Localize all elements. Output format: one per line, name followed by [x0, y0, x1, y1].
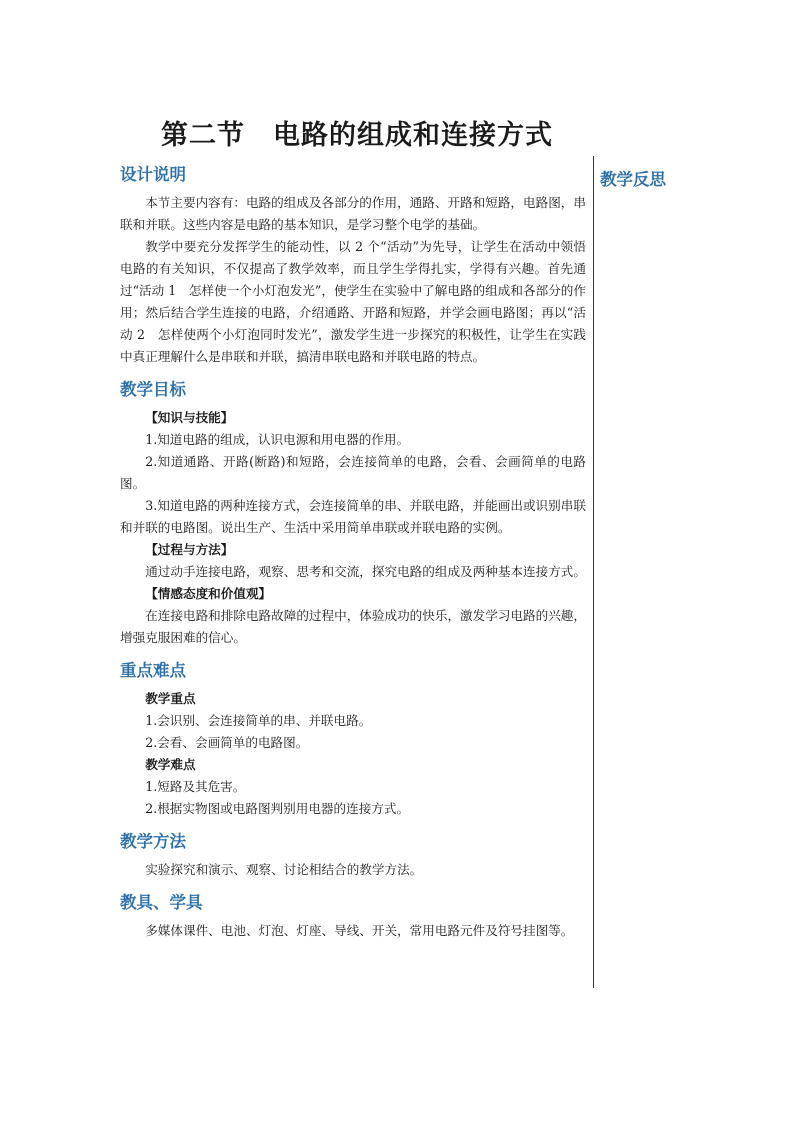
section-heading: 教具、学具 — [120, 893, 203, 912]
section-heading: 教学方法 — [120, 832, 186, 851]
paragraph: 教学中要充分发挥学生的能动性，以 2 个“活动”为先导，让学生在活动中领悟电路的有关知识，不仅提高了教学效率，而且学生学得扎实，学得有兴趣。首先通过“活动 1 怎样使一个小灯泡发光”，使学生在实验中了解电路的组成和各部分的作用；然后结合学生连接的电路，介绍通路、开路和短路，并学会画电路图；再以“活动 2 怎样使两个小灯泡同时发光”，激发学生进一步探究的积极性，让学生在实践中真正理解什么是串联和并联，搞清串联电路和并联电路的特点。 — [120, 239, 586, 364]
section-heading: 重点难点 — [120, 661, 186, 680]
section-heading: 教学目标 — [120, 380, 186, 399]
list-item: 1.短路及其危害。 — [145, 779, 246, 794]
subheading: 【过程与方法】 — [145, 542, 234, 557]
section-keypoints — [120, 658, 586, 820]
list-item: 2.知道通路、开路(断路)和短路，会连接简单的电路，会看、会画简单的电路图。 — [120, 454, 586, 491]
column-divider — [593, 156, 594, 988]
page-title: 第二节 电路的组成和连接方式 — [161, 120, 553, 151]
section-tools — [120, 890, 586, 942]
list-item: 1.知道电路的组成，认识电源和用电器的作用。 — [145, 432, 410, 447]
section-method — [120, 829, 586, 881]
paragraph: 本节主要内容有：电路的组成及各部分的作用，通路、开路和短路，电路图，串联和并联。这些内容是电路的基本知识，是学习整个电学的基础。 — [120, 195, 586, 232]
list-item: 3.知道电路的两种连接方式，会连接简单的串、并联电路，并能画出或识别串联和并联的电路图。说出生产、生活中采用简单串联或并联电路的实例。 — [120, 498, 586, 535]
list-item: 2.根据实物图或电路图判别用电器的连接方式。 — [145, 801, 410, 816]
paragraph: 在连接电路和排除电路故障的过程中，体验成功的快乐，激发学习电路的兴趣，增强克服困难的信心。 — [120, 608, 586, 645]
reflection-heading: 教学反思 — [600, 170, 666, 189]
main-column — [120, 162, 586, 951]
section-heading: 设计说明 — [120, 165, 186, 184]
subheading: 【情感态度和价值观】 — [145, 586, 272, 601]
list-item: 2.会看、会画简单的电路图。 — [145, 735, 309, 750]
subheading: 教学重点 — [145, 691, 196, 706]
paragraph: 通过动手连接电路，观察、思考和交流，探究电路的组成及两种基本连接方式。 — [145, 564, 586, 579]
section-design — [120, 162, 586, 368]
section-goals — [120, 377, 586, 649]
subheading: 教学难点 — [145, 757, 196, 772]
subheading: 【知识与技能】 — [145, 410, 234, 425]
paragraph: 实验探究和演示、观察、讨论相结合的教学方法。 — [145, 862, 423, 877]
list-item: 1.会识别、会连接简单的串、并联电路。 — [145, 713, 372, 728]
paragraph: 多媒体课件、电池、灯泡、灯座、导线、开关，常用电路元件及符号挂图等。 — [145, 923, 574, 938]
